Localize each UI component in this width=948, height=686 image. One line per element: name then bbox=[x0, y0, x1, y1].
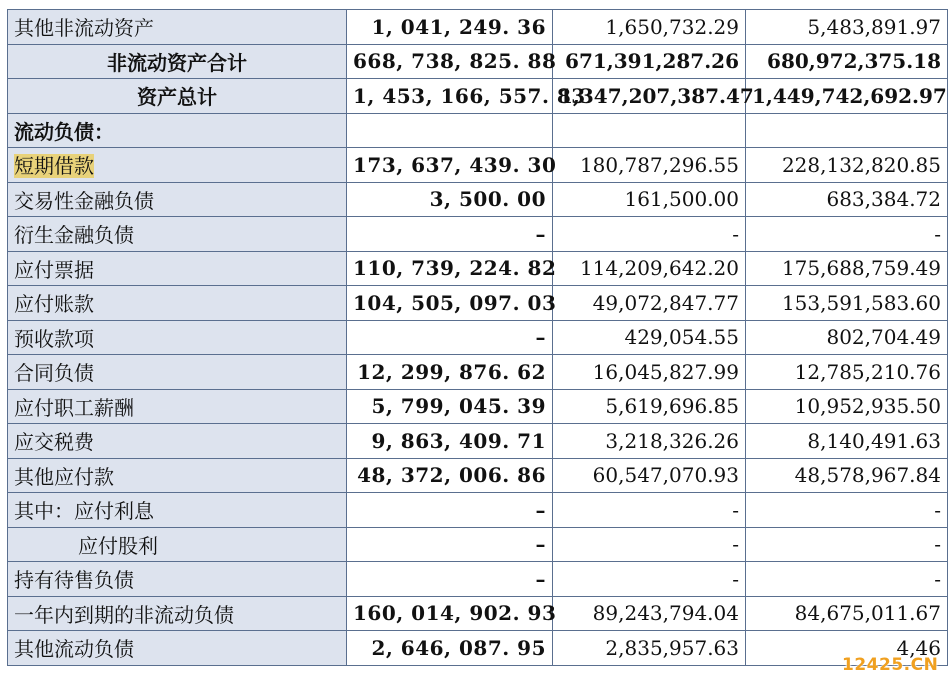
value-prior-1: 3,218,326.26 bbox=[553, 424, 746, 459]
value-prior-2: 8,140,491.63 bbox=[746, 424, 948, 459]
value-prior-1: - bbox=[553, 217, 746, 252]
value-current: 12, 299, 876. 62 bbox=[347, 355, 553, 390]
value-prior-1: 1,347,207,387.47 bbox=[553, 79, 746, 114]
row-label: 其他流动负债 bbox=[8, 631, 347, 666]
value-prior-2: 10,952,935.50 bbox=[746, 389, 948, 424]
value-prior-2: - bbox=[746, 493, 948, 528]
value-prior-1: - bbox=[553, 527, 746, 562]
table-row bbox=[8, 631, 948, 666]
value-prior-2: 5,483,891.97 bbox=[746, 10, 948, 45]
value-prior-2: - bbox=[746, 527, 948, 562]
value-prior-2: 175,688,759.49 bbox=[746, 251, 948, 286]
value-prior-2: 1,449,742,692.97 bbox=[746, 79, 948, 114]
value-current bbox=[347, 113, 553, 148]
value-current: 104, 505, 097. 03 bbox=[347, 286, 553, 321]
balance-sheet-table bbox=[7, 9, 948, 666]
value-prior-2: 228,132,820.85 bbox=[746, 148, 948, 183]
table-row bbox=[8, 458, 948, 493]
table-row bbox=[8, 355, 948, 390]
value-current: 110, 739, 224. 82 bbox=[347, 251, 553, 286]
value-current: 160, 014, 902. 93 bbox=[347, 596, 553, 631]
table-row bbox=[8, 596, 948, 631]
row-label: 应付票据 bbox=[8, 251, 347, 286]
row-label: 应付职工薪酬 bbox=[8, 389, 347, 424]
value-prior-1: 161,500.00 bbox=[553, 182, 746, 217]
row-label: 应付股利 bbox=[8, 527, 347, 562]
highlighted-row-label: 短期借款 bbox=[14, 154, 94, 179]
value-current: – bbox=[347, 320, 553, 355]
value-current: – bbox=[347, 562, 553, 597]
section-heading: 流动负债： bbox=[8, 113, 347, 148]
value-prior-1: 180,787,296.55 bbox=[553, 148, 746, 183]
value-prior-1: 2,835,957.63 bbox=[553, 631, 746, 666]
row-label: 非流动资产合计 bbox=[8, 44, 347, 79]
value-prior-2: 680,972,375.18 bbox=[746, 44, 948, 79]
value-current: 668, 738, 825. 88 bbox=[347, 44, 553, 79]
table-row bbox=[8, 286, 948, 321]
value-prior-1: 1,650,732.29 bbox=[553, 10, 746, 45]
row-label: 合同负债 bbox=[8, 355, 347, 390]
value-current: – bbox=[347, 493, 553, 528]
value-prior-1: - bbox=[553, 562, 746, 597]
table-row bbox=[8, 113, 948, 148]
value-prior-1: 16,045,827.99 bbox=[553, 355, 746, 390]
table-row bbox=[8, 424, 948, 459]
row-label: 其中：应付利息 bbox=[8, 493, 347, 528]
value-prior-2: 153,591,583.60 bbox=[746, 286, 948, 321]
value-prior-1 bbox=[553, 113, 746, 148]
table-row bbox=[8, 10, 948, 45]
value-prior-2 bbox=[746, 113, 948, 148]
value-prior-2: 4,46 bbox=[746, 631, 948, 666]
value-current: – bbox=[347, 217, 553, 252]
table-row bbox=[8, 79, 948, 114]
value-prior-2: 802,704.49 bbox=[746, 320, 948, 355]
table-row bbox=[8, 389, 948, 424]
value-prior-2: 48,578,967.84 bbox=[746, 458, 948, 493]
value-current: 48, 372, 006. 86 bbox=[347, 458, 553, 493]
value-current: 3, 500. 00 bbox=[347, 182, 553, 217]
value-prior-2: - bbox=[746, 217, 948, 252]
value-current: 9, 863, 409. 71 bbox=[347, 424, 553, 459]
value-prior-1: 429,054.55 bbox=[553, 320, 746, 355]
row-label: 其他非流动资产 bbox=[8, 10, 347, 45]
row-label: 其他应付款 bbox=[8, 458, 347, 493]
table-row bbox=[8, 562, 948, 597]
value-prior-2: 683,384.72 bbox=[746, 182, 948, 217]
table-row bbox=[8, 182, 948, 217]
value-prior-1: 60,547,070.93 bbox=[553, 458, 746, 493]
value-prior-1: 89,243,794.04 bbox=[553, 596, 746, 631]
value-current: 2, 646, 087. 95 bbox=[347, 631, 553, 666]
value-prior-1: - bbox=[553, 493, 746, 528]
value-prior-2: 84,675,011.67 bbox=[746, 596, 948, 631]
watermark-logo: 12425.CN bbox=[842, 655, 939, 675]
value-current: 1, 041, 249. 36 bbox=[347, 10, 553, 45]
table-row bbox=[8, 251, 948, 286]
row-label: 应付账款 bbox=[8, 286, 347, 321]
table-row bbox=[8, 217, 948, 252]
value-current: – bbox=[347, 527, 553, 562]
value-prior-2: - bbox=[746, 562, 948, 597]
row-label: 交易性金融负债 bbox=[8, 182, 347, 217]
row-label: 持有待售负债 bbox=[8, 562, 347, 597]
row-label: 衍生金融负债 bbox=[8, 217, 347, 252]
value-current: 173, 637, 439. 30 bbox=[347, 148, 553, 183]
table-row bbox=[8, 148, 948, 183]
row-label-cell bbox=[8, 148, 347, 183]
table-row bbox=[8, 320, 948, 355]
row-label: 预收款项 bbox=[8, 320, 347, 355]
table-row bbox=[8, 44, 948, 79]
value-prior-1: 5,619,696.85 bbox=[553, 389, 746, 424]
value-current: 5, 799, 045. 39 bbox=[347, 389, 553, 424]
row-label: 应交税费 bbox=[8, 424, 347, 459]
table-row bbox=[8, 527, 948, 562]
row-label: 资产总计 bbox=[8, 79, 347, 114]
value-prior-1: 114,209,642.20 bbox=[553, 251, 746, 286]
value-current: 1, 453, 166, 557. 83 bbox=[347, 79, 553, 114]
value-prior-1: 49,072,847.77 bbox=[553, 286, 746, 321]
table-row bbox=[8, 493, 948, 528]
value-prior-2: 12,785,210.76 bbox=[746, 355, 948, 390]
row-label: 一年内到期的非流动负债 bbox=[8, 596, 347, 631]
value-prior-1: 671,391,287.26 bbox=[553, 44, 746, 79]
